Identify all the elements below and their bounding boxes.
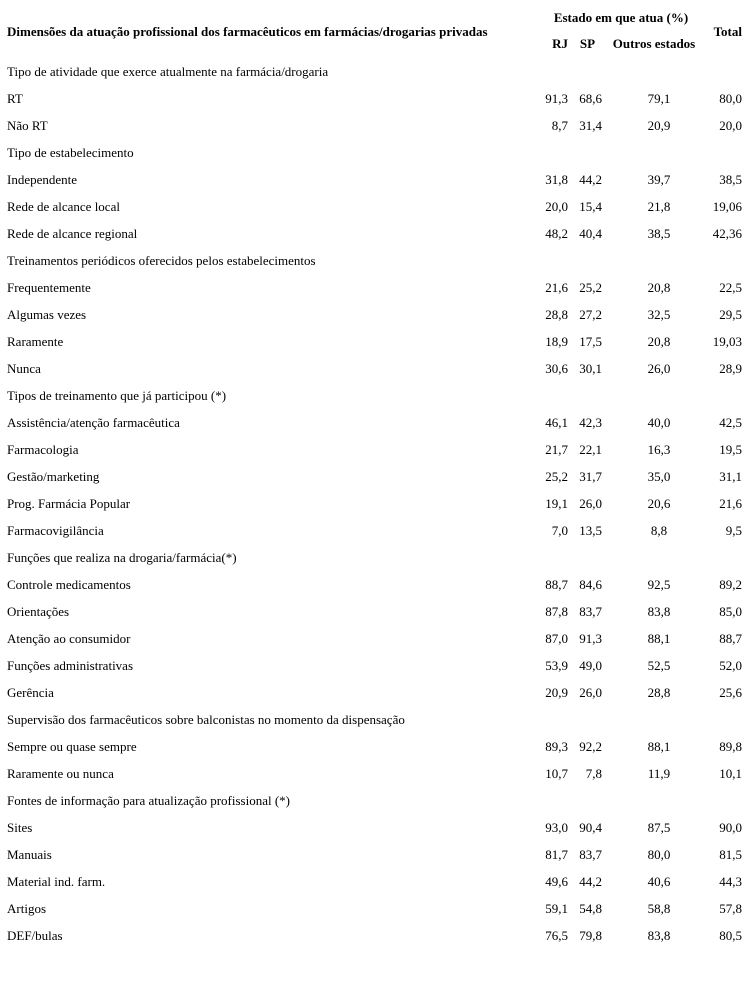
- sp-value: 91,3: [579, 630, 602, 646]
- table-row: [0, 112, 746, 139]
- rj-value: 31,8: [545, 171, 568, 187]
- table-row: [0, 733, 746, 760]
- rj-value: 19,1: [545, 495, 568, 511]
- sp-value: 26,0: [579, 684, 602, 700]
- total-value: 85,0: [719, 603, 742, 619]
- rj-value: 8,7: [551, 117, 568, 133]
- outros-value: 83,8: [647, 927, 671, 943]
- data-table: [0, 6, 746, 949]
- total-value: 21,6: [719, 495, 742, 511]
- section-row: [0, 544, 746, 571]
- section-row: [0, 382, 746, 409]
- table-row: [0, 814, 746, 841]
- outros-value: 32,5: [647, 306, 671, 322]
- rj-value: 20,9: [545, 684, 568, 700]
- outros-value: 80,0: [647, 846, 671, 862]
- outros-value: 26,0: [647, 360, 671, 376]
- sp-value: 42,3: [579, 414, 602, 430]
- row-label: Farmacologia: [7, 441, 79, 457]
- outros-value: 58,8: [647, 900, 671, 916]
- outros-value: 79,1: [647, 90, 671, 106]
- section-label: Tipos de treinamento que já participou (*): [7, 387, 227, 403]
- total-value: 89,8: [719, 738, 742, 754]
- outros-value: 11,9: [647, 765, 671, 781]
- rj-value: 93,0: [545, 819, 568, 835]
- sp-value: 90,4: [579, 819, 602, 835]
- rj-value: 49,6: [545, 873, 568, 889]
- row-label: Manuais: [7, 846, 52, 862]
- table-body: [0, 58, 746, 949]
- total-value: 52,0: [719, 657, 742, 673]
- table-row: [0, 436, 746, 463]
- outros-value: 88,1: [647, 630, 671, 646]
- table-row: [0, 220, 746, 247]
- total-value: 28,9: [719, 360, 742, 376]
- outros-value: 38,5: [647, 225, 671, 241]
- outros-value: 20,6: [647, 495, 671, 511]
- rj-value: 53,9: [545, 657, 568, 673]
- rj-value: 59,1: [545, 900, 568, 916]
- outros-value: 40,0: [647, 414, 671, 430]
- row-label: Raramente ou nunca: [7, 765, 114, 781]
- total-value: 19,06: [712, 198, 742, 214]
- rj-value: 20,0: [545, 198, 568, 214]
- row-label: Artigos: [7, 900, 46, 916]
- row-label: Frequentemente: [7, 279, 91, 295]
- outros-value: 39,7: [647, 171, 671, 187]
- table-row: [0, 463, 746, 490]
- section-label: Funções que realiza na drogaria/farmácia(*): [7, 549, 237, 565]
- sp-value: 27,2: [579, 306, 602, 322]
- outros-value: 88,1: [647, 738, 671, 754]
- table-row: [0, 328, 746, 355]
- outros-value: 20,8: [647, 333, 671, 349]
- sp-value: 83,7: [579, 603, 602, 619]
- rj-value: 81,7: [545, 846, 568, 862]
- sp-value: 83,7: [579, 846, 602, 862]
- outros-header: Outros estados: [612, 36, 696, 51]
- total-value: 90,0: [719, 819, 742, 835]
- rj-value: 21,6: [545, 279, 568, 295]
- total-header: Total: [713, 24, 742, 39]
- sp-value: 17,5: [579, 333, 602, 349]
- section-row: [0, 247, 746, 274]
- row-label: Nunca: [7, 360, 41, 376]
- outros-value: 21,8: [647, 198, 671, 214]
- section-label: Supervisão dos farmacêuticos sobre balconistas no momento da dispensação: [7, 711, 405, 727]
- total-value: 88,7: [719, 630, 742, 646]
- table-row: [0, 274, 746, 301]
- table-header: [0, 6, 746, 58]
- section-row: [0, 58, 746, 85]
- outros-value: 40,6: [647, 873, 671, 889]
- outros-value: 83,8: [647, 603, 671, 619]
- total-value: 57,8: [719, 900, 742, 916]
- table-row: [0, 922, 746, 949]
- sp-value: 7,8: [585, 765, 602, 781]
- row-label: Prog. Farmácia Popular: [7, 495, 131, 511]
- rj-value: 89,3: [545, 738, 568, 754]
- table-row: [0, 85, 746, 112]
- total-value: 22,5: [719, 279, 742, 295]
- total-value: 42,5: [719, 414, 742, 430]
- table-row: [0, 301, 746, 328]
- rj-value: 87,0: [545, 630, 568, 646]
- sp-value: 22,1: [579, 441, 602, 457]
- row-label: Sempre ou quase sempre: [7, 738, 137, 754]
- sp-value: 30,1: [579, 360, 602, 376]
- sp-value: 44,2: [579, 873, 602, 889]
- sp-value: 84,6: [579, 576, 602, 592]
- sp-value: 68,6: [579, 90, 602, 106]
- table-row: [0, 625, 746, 652]
- sp-value: 44,2: [579, 171, 602, 187]
- total-value: 42,36: [712, 225, 742, 241]
- rj-value: 10,7: [545, 765, 568, 781]
- section-row: [0, 787, 746, 814]
- sp-value: 15,4: [579, 198, 602, 214]
- sp-value: 40,4: [579, 225, 602, 241]
- rj-value: 46,1: [545, 414, 568, 430]
- table-row: [0, 571, 746, 598]
- sp-value: 25,2: [579, 279, 602, 295]
- table-row: [0, 652, 746, 679]
- row-label: Sites: [7, 819, 33, 835]
- total-value: 29,5: [719, 306, 742, 322]
- outros-value: 52,5: [647, 657, 671, 673]
- outros-value: 87,5: [647, 819, 671, 835]
- row-label: Orientações: [7, 603, 70, 619]
- total-value: 80,0: [719, 90, 742, 106]
- table-row: [0, 598, 746, 625]
- table-row: [0, 166, 746, 193]
- total-value: 9,5: [725, 522, 742, 538]
- rj-value: 7,0: [551, 522, 568, 538]
- sp-value: 54,8: [579, 900, 602, 916]
- total-value: 31,1: [719, 468, 742, 484]
- row-label: Independente: [7, 171, 78, 187]
- section-label: Fontes de informação para atualização profissional (*): [7, 792, 290, 808]
- table-row: [0, 490, 746, 517]
- table-row: [0, 760, 746, 787]
- total-value: 10,1: [719, 765, 742, 781]
- row-label: Algumas vezes: [7, 306, 87, 322]
- total-value: 81,5: [719, 846, 742, 862]
- sp-value: 49,0: [579, 657, 602, 673]
- outros-value: 35,0: [647, 468, 671, 484]
- table-row: [0, 868, 746, 895]
- rj-value: 21,7: [545, 441, 568, 457]
- row-label: Atenção ao consumidor: [7, 630, 131, 646]
- sp-value: 79,8: [579, 927, 602, 943]
- sp-value: 13,5: [579, 522, 602, 538]
- total-value: 19,5: [719, 441, 742, 457]
- rj-value: 88,7: [545, 576, 568, 592]
- outros-value: 16,3: [647, 441, 671, 457]
- row-label: Gerência: [7, 684, 54, 700]
- row-label: Assistência/atenção farmacêutica: [7, 414, 180, 430]
- row-label: Rede de alcance local: [7, 198, 120, 214]
- row-label: Material ind. farm.: [7, 873, 106, 889]
- total-value: 89,2: [719, 576, 742, 592]
- outros-value: 8,8: [650, 522, 668, 538]
- total-value: 19,03: [712, 333, 742, 349]
- rj-value: 48,2: [545, 225, 568, 241]
- total-value: 25,6: [719, 684, 742, 700]
- rj-header: RJ: [552, 36, 568, 51]
- table-row: [0, 517, 746, 544]
- row-label: Farmacovigilância: [7, 522, 104, 538]
- rj-value: 87,8: [545, 603, 568, 619]
- section-label: Tipo de estabelecimento: [7, 144, 134, 160]
- sp-value: 26,0: [579, 495, 602, 511]
- rj-value: 25,2: [545, 468, 568, 484]
- sp-header: SP: [579, 36, 596, 51]
- table-row: [0, 409, 746, 436]
- table-row: [0, 679, 746, 706]
- outros-value: 28,8: [647, 684, 671, 700]
- total-value: 44,3: [719, 873, 742, 889]
- sp-value: 31,7: [579, 468, 602, 484]
- section-row: [0, 706, 746, 733]
- sp-value: 31,4: [579, 117, 602, 133]
- sp-value: 92,2: [579, 738, 602, 754]
- total-value: 38,5: [719, 171, 742, 187]
- rj-value: 18,9: [545, 333, 568, 349]
- row-label: Gestão/marketing: [7, 468, 100, 484]
- table-row: [0, 193, 746, 220]
- section-row: [0, 139, 746, 166]
- row-label: Controle medicamentos: [7, 576, 131, 592]
- rj-value: 30,6: [545, 360, 568, 376]
- total-value: 80,5: [719, 927, 742, 943]
- row-label: DEF/bulas: [7, 927, 63, 943]
- row-label: RT: [7, 90, 23, 106]
- table-row: [0, 895, 746, 922]
- state-group-header: Estado em que atua (%): [553, 10, 689, 25]
- section-label: Treinamentos periódicos oferecidos pelos estabelecimentos: [7, 252, 316, 268]
- dimension-header: Dimensões da atuação profissional dos farmacêuticos em farmácias/drogarias privadas: [7, 24, 488, 39]
- rj-value: 28,8: [545, 306, 568, 322]
- section-label: Tipo de atividade que exerce atualmente na farmácia/drogaria: [7, 63, 329, 79]
- row-label: Rede de alcance regional: [7, 225, 138, 241]
- table-row: [0, 841, 746, 868]
- outros-value: 92,5: [647, 576, 671, 592]
- rj-value: 91,3: [545, 90, 568, 106]
- rj-value: 76,5: [545, 927, 568, 943]
- total-value: 20,0: [719, 117, 742, 133]
- table-row: [0, 355, 746, 382]
- outros-value: 20,9: [647, 117, 671, 133]
- row-label: Funções administrativas: [7, 657, 134, 673]
- outros-value: 20,8: [647, 279, 671, 295]
- row-label: Raramente: [7, 333, 64, 349]
- row-label: Não RT: [7, 117, 48, 133]
